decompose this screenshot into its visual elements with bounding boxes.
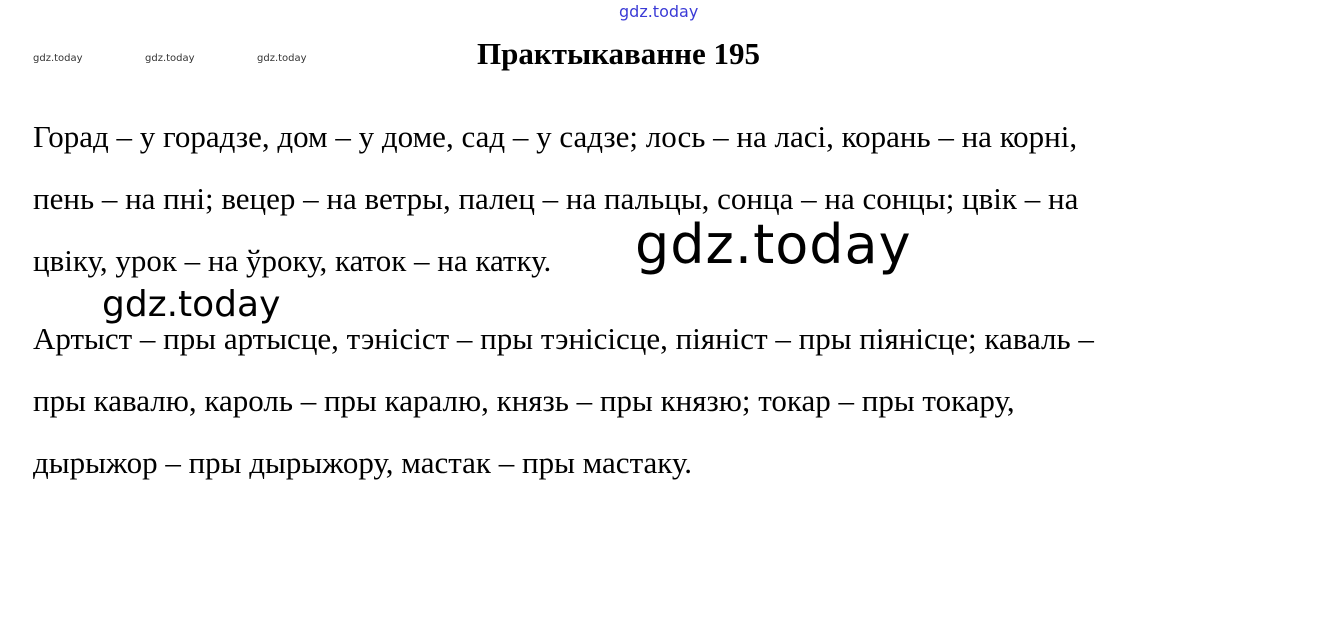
text-line: дырыжор – пры дырыжору, мастак – пры мастаку. xyxy=(33,445,693,480)
watermark-small-3: gdz.today xyxy=(257,53,307,64)
text-line: Горад – у горадзе, дом – у доме, сад – у садзе; лось – на ласі, корань – на корні, xyxy=(33,119,1078,154)
text-line: пень – на пні; вецер – на ветры, палец – на пальцы, сонца – на сонцы; цвік – на xyxy=(33,181,1079,216)
watermark-medium: gdz.today xyxy=(102,284,281,325)
watermark-top: gdz.today xyxy=(619,2,699,21)
watermark-large: gdz.today xyxy=(635,213,912,276)
watermark-small-1: gdz.today xyxy=(33,53,83,64)
page-title: Практыкаванне 195 xyxy=(477,36,761,71)
text-line: цвіку, урок – на ўроку, каток – на катку. xyxy=(33,243,552,278)
watermark-small-2: gdz.today xyxy=(145,53,195,64)
text-line: Артыст – пры артысце, тэнісіст – пры тэнісісце, піяніст – пры піянісце; каваль – xyxy=(33,321,1094,356)
text-line: пры кавалю, кароль – пры каралю, князь – пры князю; токар – пры токару, xyxy=(33,383,1015,418)
